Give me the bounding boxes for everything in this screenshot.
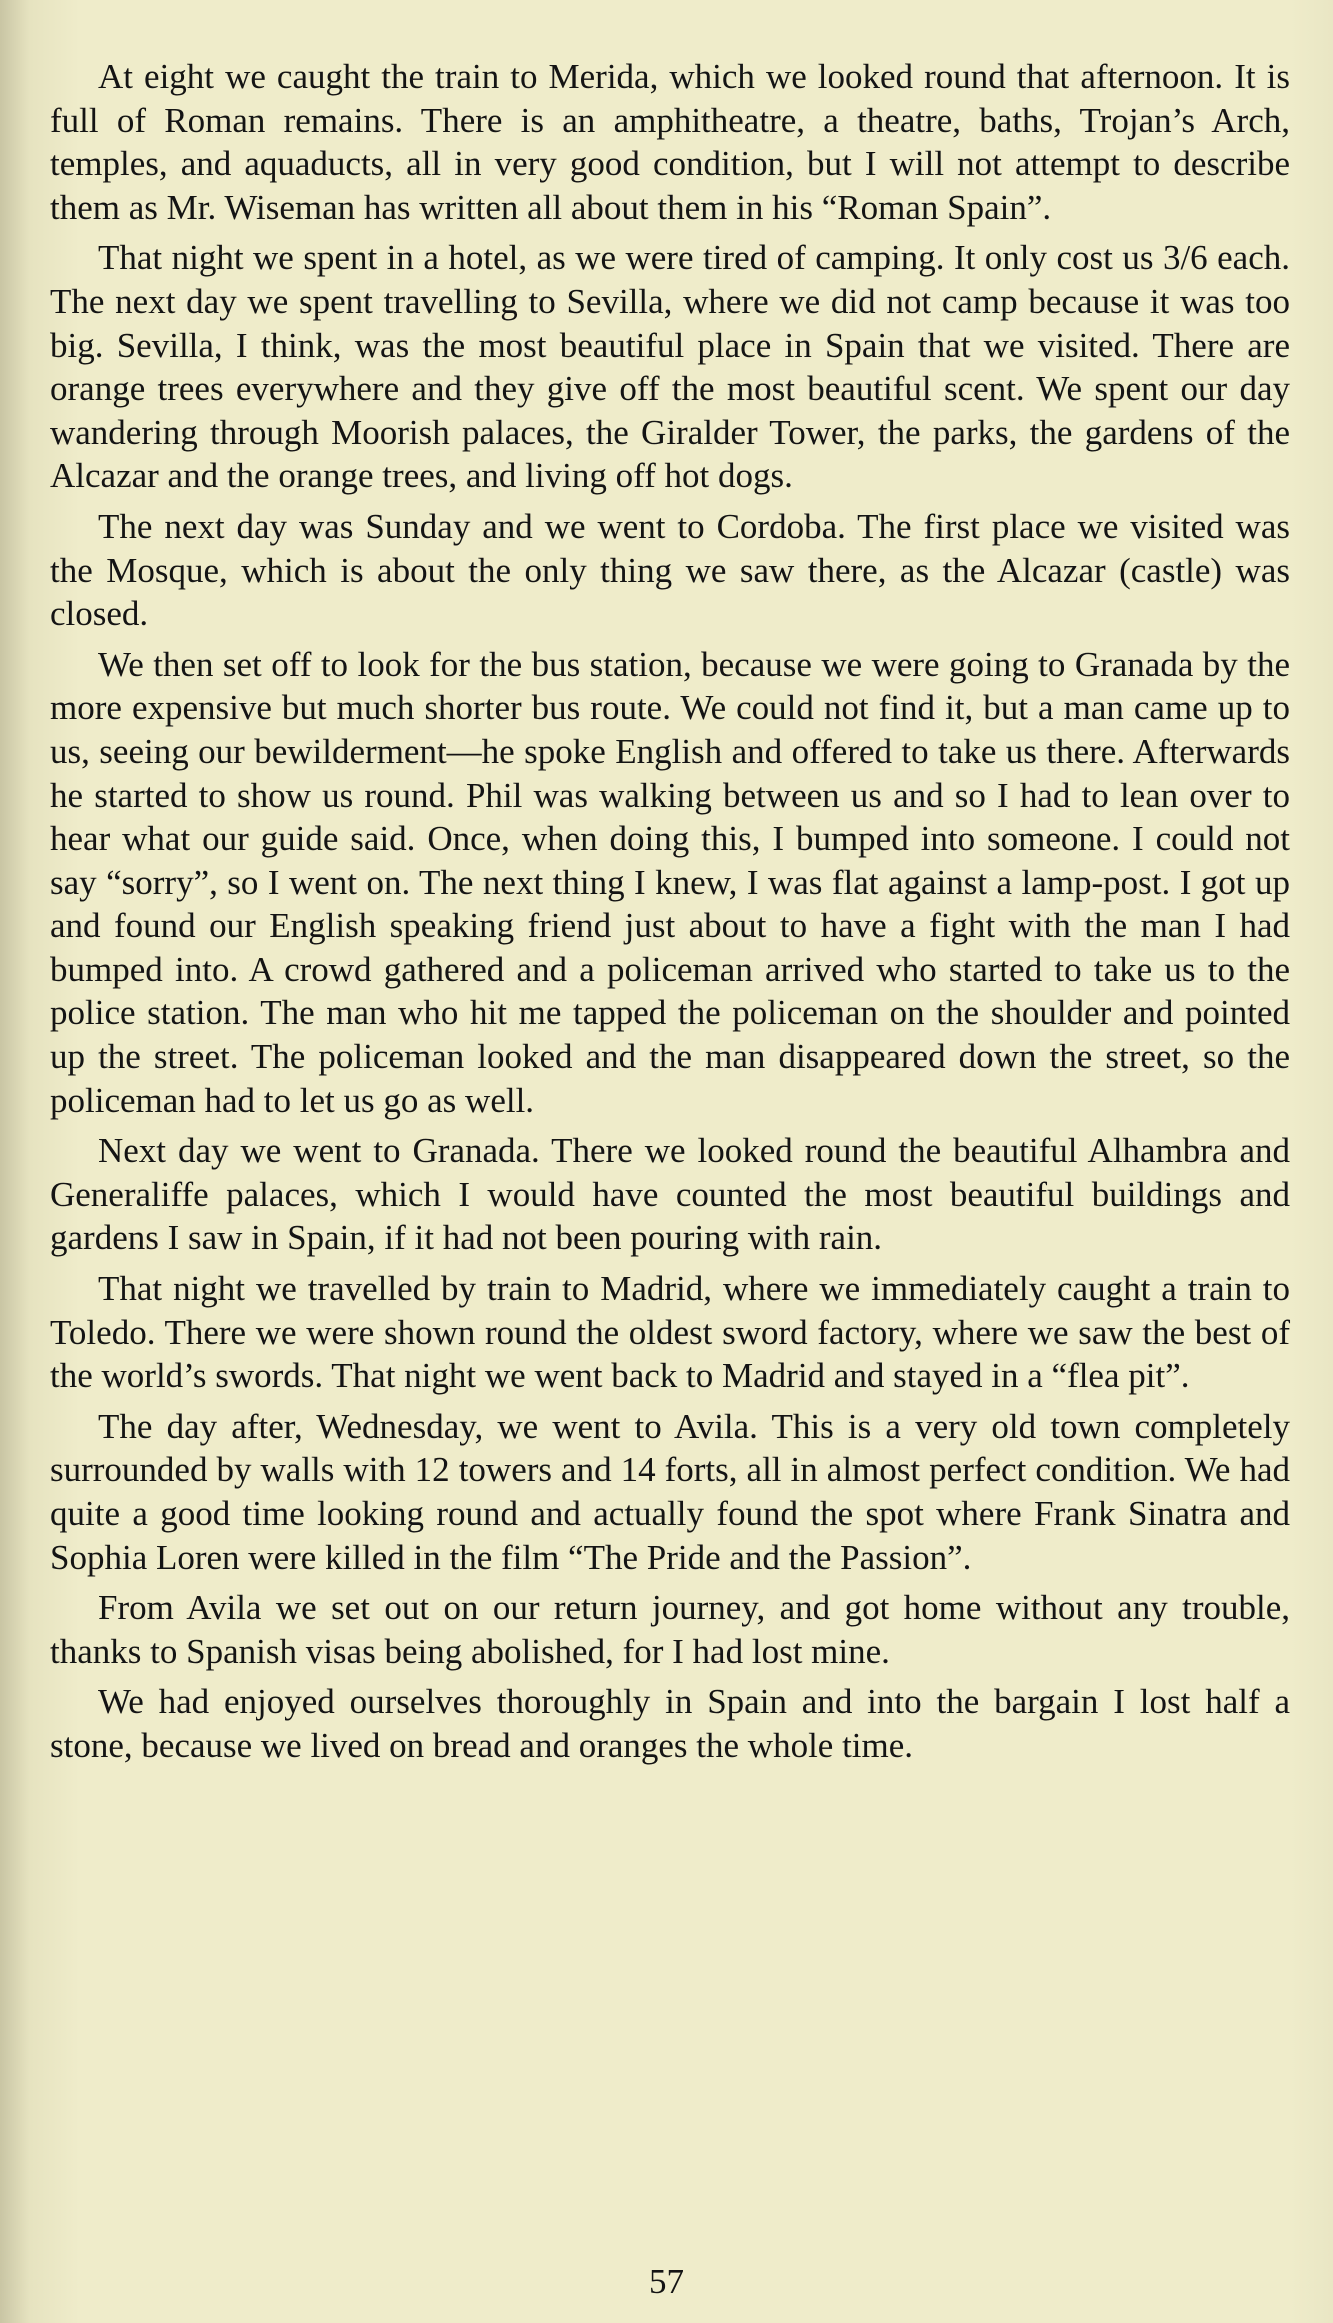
paragraph-merida: At eight we caught the train to Merida, which we looked round that afternoon. It is full of Roman remains. There is an amphitheatre, a theatre, baths, Trojan’s Arch, temples, and aquaducts, all in very good condition, but I will not attempt to describe them as Mr. Wiseman has written all about them in his “Roman Spain”. [50, 57, 1290, 227]
page-number: 57 [649, 2262, 684, 2301]
body-text [50, 55, 1290, 1775]
paragraph-avila: The day after, Wednesday, we went to Avila. This is a very old town completely surrounded by walls with 12 towers and 14 forts, all in almost perfect condition. We had quite a good time looking round and actually found the spot where Frank Sinatra and Sophia Loren were killed in the film “The Pride and the Passion”. [50, 1406, 1290, 1577]
paragraph-bus-station: We then set off to look for the bus station, because we were going to Granada by the more expensive but much shorter bus route. We could not find it, but a man came up to us, seeing our bewilderment—he spoke English and offered to take us there. Afterwards he started to show us round. Phil was walking between us and so I had to lean over to hear what our guide said. Once, when doing this, I bumped into someone. I could not say “sorry”, so I went on. The next thing I knew, I was flat against a lamp-post. I got up and found our English speaking friend just about to have a fight with the man I had bumped into. A crowd gathered and a policeman arrived who started to take us to the police station. The man who hit me tapped the policeman on the shoulder and pointed up the street. The policeman looked and the man disappeared down the street, so the policeman had to let us go as well. [50, 644, 1290, 1120]
paragraph-sevilla: That night we spent in a hotel, as we were tired of camping. It only cost us 3/6 each. The next day we spent travelling to Sevilla, where we did not camp because it was too big. Sevilla, I think, was the most beautiful place in Spain that we visited. There are orange trees everywhere and they give off the most beautiful scent. We spent our day wandering through Moorish palaces, the Giralder Tower, the parks, the gardens of the Alcazar and the orange trees, and living off hot dogs. [50, 238, 1290, 496]
paragraph-granada: Next day we went to Granada. There we looked round the beautiful Alhambra and Generaliffe palaces, which I would have counted the most beautiful buildings and gardens I saw in Spain, if it had not been pouring with rain. [50, 1131, 1290, 1258]
paragraph-cordoba: The next day was Sunday and we went to Cordoba. The first place we visited was the Mosque, which is about the only thing we saw there, as the Alcazar (castle) was closed. [50, 506, 1290, 634]
paragraph-return: From Avila we set out on our return journey, and got home without any trouble, thanks to Spanish visas being abolished, for I had lost mine. [50, 1588, 1290, 1671]
paragraph-conclusion: We had enjoyed ourselves thoroughly in Spain and into the bargain I lost half a stone, because we lived on bread and oranges the whole time. [50, 1682, 1290, 1765]
paragraph-toledo: That night we travelled by train to Madrid, where we immediately caught a train to Toledo. There we were shown round the oldest sword factory, where we saw the best of the world’s swords. That night we went back to Madrid and stayed in a “flea pit”. [50, 1269, 1290, 1396]
